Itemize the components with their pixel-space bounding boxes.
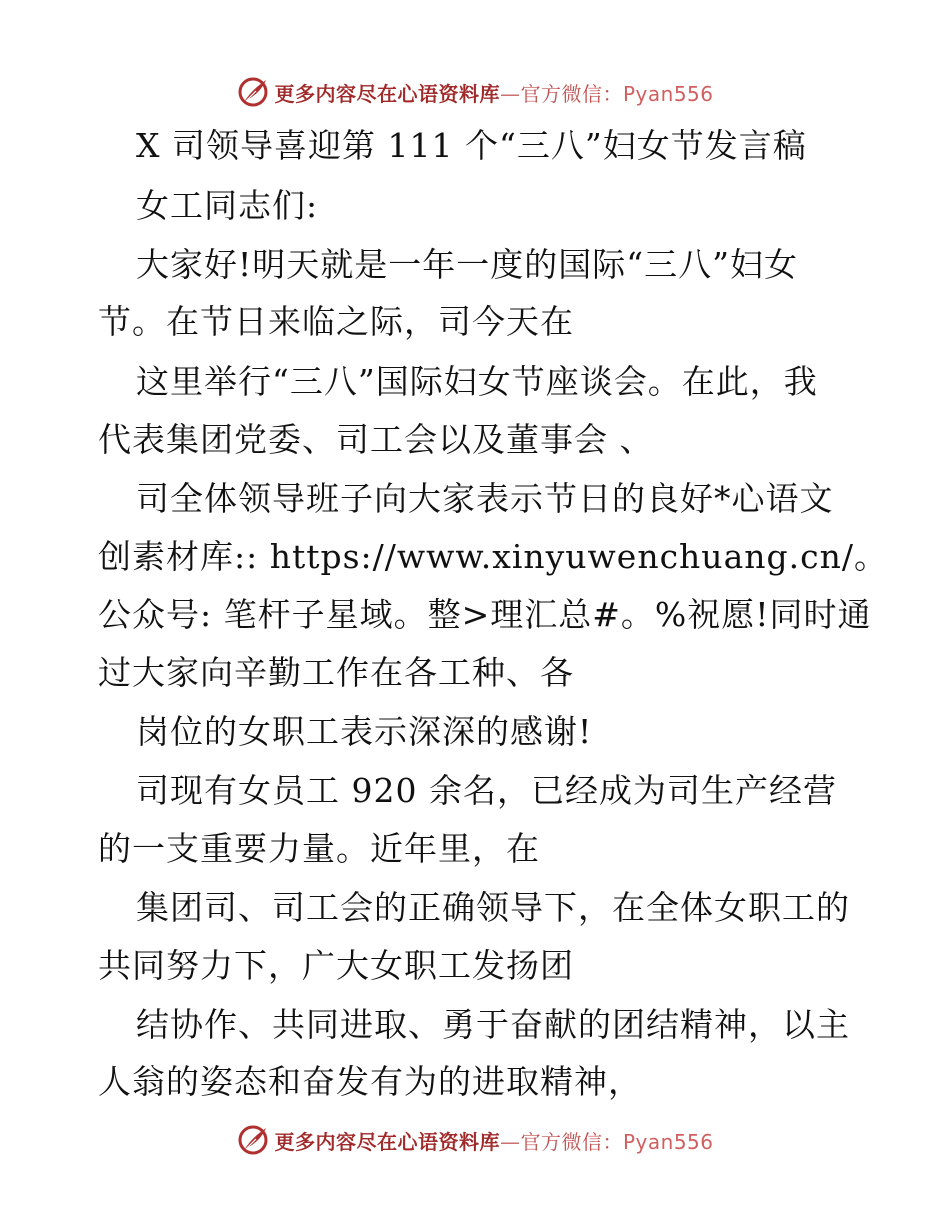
body-line: 代表集团党委、司工会以及董事会 、 (98, 420, 654, 459)
body-line: 共同努力下，广大女职工发扬团 (98, 946, 574, 985)
watermark-wechat-id: Pyan556 (622, 81, 714, 106)
body-line: 人翁的姿态和奋发有为的进取精神， (98, 1062, 642, 1101)
watermark-wechat-id: Pyan556 (622, 1129, 714, 1154)
body-line: 司现有女员工 920 余名，已经成为司生产经营 (136, 771, 837, 810)
watermark-wechat-label: 官方微信： (520, 81, 623, 106)
body-line: 公众号: 笔杆子星域。整>理汇总#。%祝愿!同时通 (98, 595, 872, 634)
watermark-separator: — (499, 1129, 521, 1154)
salutation: 女工同志们: (136, 186, 319, 225)
body-line: 岗位的女职工表示深深的感谢! (136, 712, 593, 751)
body-line: 集团司、司工会的正确领导下，在全体女职工的 (136, 888, 850, 927)
body-line: 这里举行“三八”国际妇女节座谈会。在此，我 (136, 362, 818, 401)
body-line: 创素材库:: https://www.xinyuwenchuang.cn/。 (98, 537, 888, 576)
watermark-wechat-label: 官方微信： (520, 1129, 623, 1154)
watermark-text (274, 78, 713, 107)
watermark-brand: 更多内容尽在心语资料库 (274, 1129, 500, 1154)
watermark-text (274, 1126, 713, 1155)
document-title: X 司领导喜迎第 111 个“三八”妇女节发言稿 (136, 126, 807, 165)
feather-quill-logo-icon (236, 75, 270, 109)
body-line: 过大家向辛勤工作在各工种、各 (98, 653, 574, 692)
body-line: 结协作、共同进取、勇于奋献的团结精神，以主 (136, 1005, 850, 1044)
body-line: 大家好!明天就是一年一度的国际“三八”妇女 (136, 245, 799, 284)
watermark-separator: — (499, 81, 521, 106)
feather-quill-logo-icon (236, 1123, 270, 1157)
footer-watermark (0, 1120, 950, 1160)
body-line: 的一支重要力量。近年里，在 (98, 829, 540, 868)
body-line: 司全体领导班子向大家表示节日的良好*心语文 (136, 479, 834, 518)
body-line: 节。在节日来临之际，司今天在 (98, 302, 574, 341)
watermark-brand: 更多内容尽在心语资料库 (274, 81, 500, 106)
header-watermark (0, 72, 950, 112)
